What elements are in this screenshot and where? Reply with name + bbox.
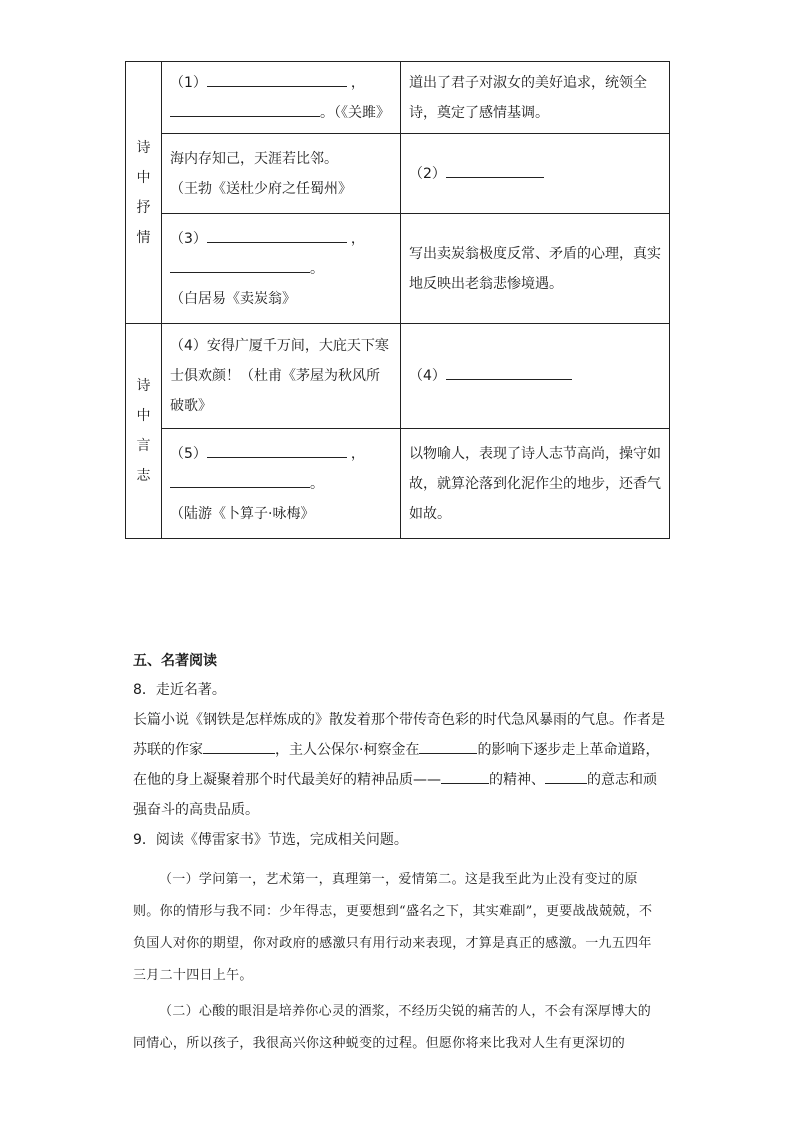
row2-left: 海内存知己，天涯若比邻。 （王勃《送杜少府之任蜀州》: [162, 134, 401, 214]
row3-left: （3） ， 。 （白居易《卖炭翁》: [162, 214, 401, 324]
question-8-text: 强奋斗的高贵品质。: [133, 802, 259, 818]
excerpt-paragraph: （二）心酸的眼泪是培养你心灵的酒浆，不经历尖锐的痛苦的人，不会有深厚博大的同情心，所以孩子，我很高兴你这种蜕变的过程。但愿你将来比我对人生有更深切的: [133, 1004, 652, 1051]
category-lyric: [126, 62, 162, 324]
row3-right: 写出卖炭翁极度反常、矛盾的心理，真实地反映出老翁悲惨境遇。: [401, 214, 670, 324]
section-heading: 五、名著阅读: [133, 653, 217, 669]
excerpt-paragraph: （一）学问第一，艺术第一，真理第一，爱情第二。这是我至此为止没有变过的原则。你的情形与我不同：少年得志，更要想到“盛名之下，其实难副”，更要战战兢兢，不负国人对你的期望，你对政府的感激只有用行动来表现，才算是真正的感激。一九五四年三月二十四日上午。: [133, 872, 653, 983]
question-8-text: 苏联的作家 ，主人公保尔·柯察金在 的影响下逐步走上革命道路，: [133, 735, 673, 765]
answer-blank[interactable]: [441, 769, 489, 784]
question-8: 8．走近名著。: [133, 682, 226, 698]
category-char: 言: [136, 438, 151, 454]
answer-blank[interactable]: [170, 102, 320, 117]
question-8-text: 在他的身上凝聚着那个时代最美好的精神品质—— 的精神、 的意志和顽: [133, 765, 673, 795]
answer-blank[interactable]: [203, 739, 275, 754]
row1-left: （1） ， 。（《关雎》: [162, 62, 401, 134]
answer-blank[interactable]: [446, 163, 544, 178]
poem-table: [125, 61, 670, 539]
category-char: 中: [136, 169, 151, 186]
category-char: 诗: [136, 139, 151, 156]
excerpt: [133, 864, 663, 1064]
category-char: 情: [136, 229, 151, 246]
answer-blank[interactable]: [207, 443, 347, 458]
row2-right: （2）: [401, 134, 670, 214]
row5-left: （5） ， 。 （陆游《卜算子·咏梅》: [162, 429, 401, 539]
answer-blank[interactable]: [207, 72, 347, 87]
row1-right: 道出了君子对淑女的美好追求，统领全诗，奠定了感情基调。: [401, 62, 670, 134]
category-char: 志: [136, 468, 151, 484]
answer-blank[interactable]: [170, 258, 310, 273]
answer-blank[interactable]: [170, 473, 310, 488]
category-aspiration: [126, 324, 162, 539]
category-char: 抒: [136, 199, 151, 216]
category-char: 诗: [136, 378, 151, 394]
answer-blank[interactable]: [446, 365, 572, 380]
row4-left: （4）安得广厦千万间，大庇天下寒士俱欢颜！（杜甫《茅屋为秋风所破歌》: [162, 324, 401, 429]
answer-blank[interactable]: [545, 769, 587, 784]
category-char: 中: [136, 408, 151, 424]
question-8-text: 长篇小说《钢铁是怎样炼成的》散发着那个带传奇色彩的时代急风暴雨的气息。作者是: [133, 712, 665, 728]
row5-right: 以物喻人，表现了诗人志节高尚，操守如故，就算沦落到化泥作尘的地步，还香气如故。: [401, 429, 670, 539]
reading-section: [133, 651, 673, 855]
row4-right: （4）: [401, 324, 670, 429]
answer-blank[interactable]: [207, 228, 347, 243]
question-9: 9．阅读《傅雷家书》节选，完成相关问题。: [133, 832, 408, 848]
answer-blank[interactable]: [419, 739, 477, 754]
